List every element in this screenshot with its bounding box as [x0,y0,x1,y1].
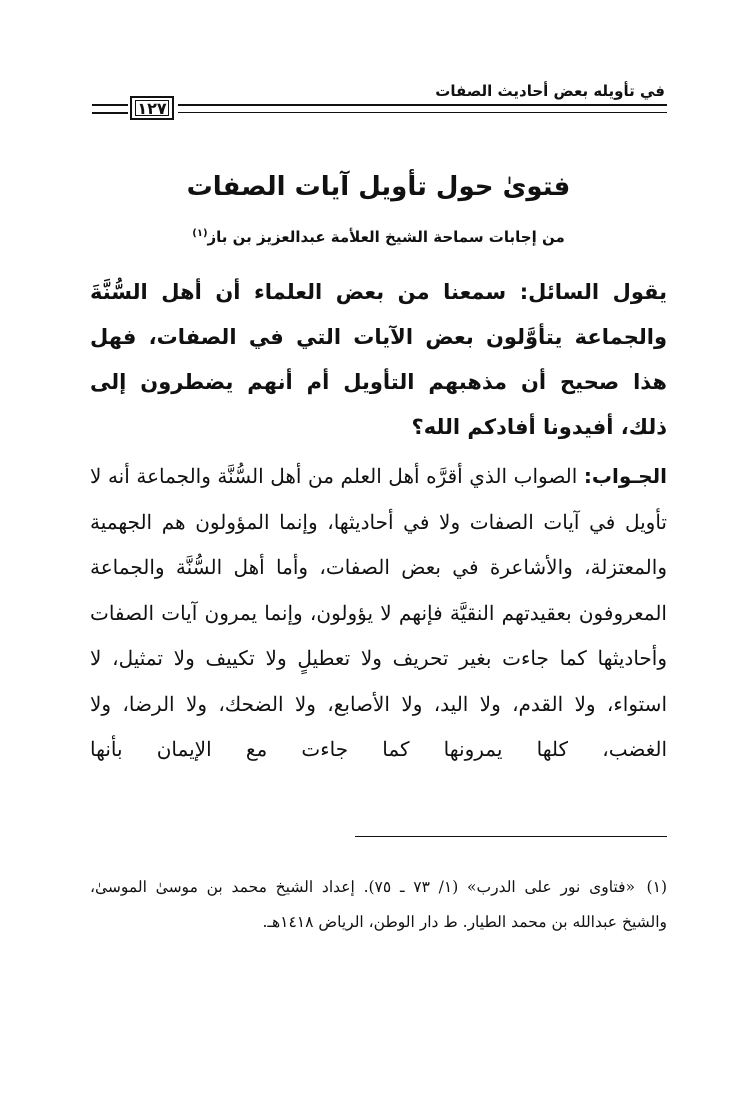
header-rule-left-bottom [92,112,128,114]
answer-text: الصواب الذي أقرَّه أهل العلم من أهل السُّنَّة والجماعة أنه لا تأويل في آيات الصفات ولا في أحاديثها، وإنما المؤولون هم الجهمية والمعتزلة، والأشاعرة في بعض الصفات، وأما أهل السُّنَّة والجماعة المعروفون بعقيدتهم النقيَّة فإنهم لا يؤولون، وإنما يمرون آيات الصفات وأحاديثها كما جاءت بغير تحريف ولا تعطيلٍ ولا تكييف ولا تمثيل، لا استواء، ولا القدم، ولا اليد، ولا الأصابع، ولا الضحك، ولا الرضا، ولا الغضب، كلها يمرونها كما جاءت مع الإيمان بأنها [90,464,667,761]
running-header-title: في تأويله بعض أحاديث الصفات [435,82,665,100]
header-rule-left-top [92,104,128,106]
footnote [90,870,667,940]
header-rule-top [178,104,667,106]
footnote-reference[interactable]: (١) [192,228,208,239]
header-rule-bottom [178,112,667,113]
fatwa-title: فتوىٰ حول تأويل آيات الصفات [186,172,571,202]
question-paragraph: يقول السائل: سمعنا من بعض العلماء أن أهل السُّنَّةَ والجماعة يتأوَّلون بعض الآيات التي في الصفات، فهل هذا صحيح أن مذهبهم التأويل أم أنهم يضطرون إلى ذلك، أفيدونا أفادكم الله؟ [90,280,667,439]
footnote-text: «فتاوى نور على الدرب» (١/ ٧٣ ـ ٧٥). إعداد الشيخ محمد بن موسىٰ الموسىٰ، والشيخ عبدالله بن محمد الطيار. ط دار الوطن، الرياض ١٤١٨هـ. [90,878,667,931]
fatwa-subtitle-text: من إجابات سماحة الشيخ العلأمة عبدالعزيز بن باز [207,228,565,246]
page-number: ١٢٧ [130,96,174,120]
fatwa-subtitle [92,228,665,246]
footnote-separator [355,836,667,837]
answer-paragraph [90,454,667,773]
footnote-marker: (١) [646,878,667,896]
answer-label: الجـواب: [583,464,667,488]
